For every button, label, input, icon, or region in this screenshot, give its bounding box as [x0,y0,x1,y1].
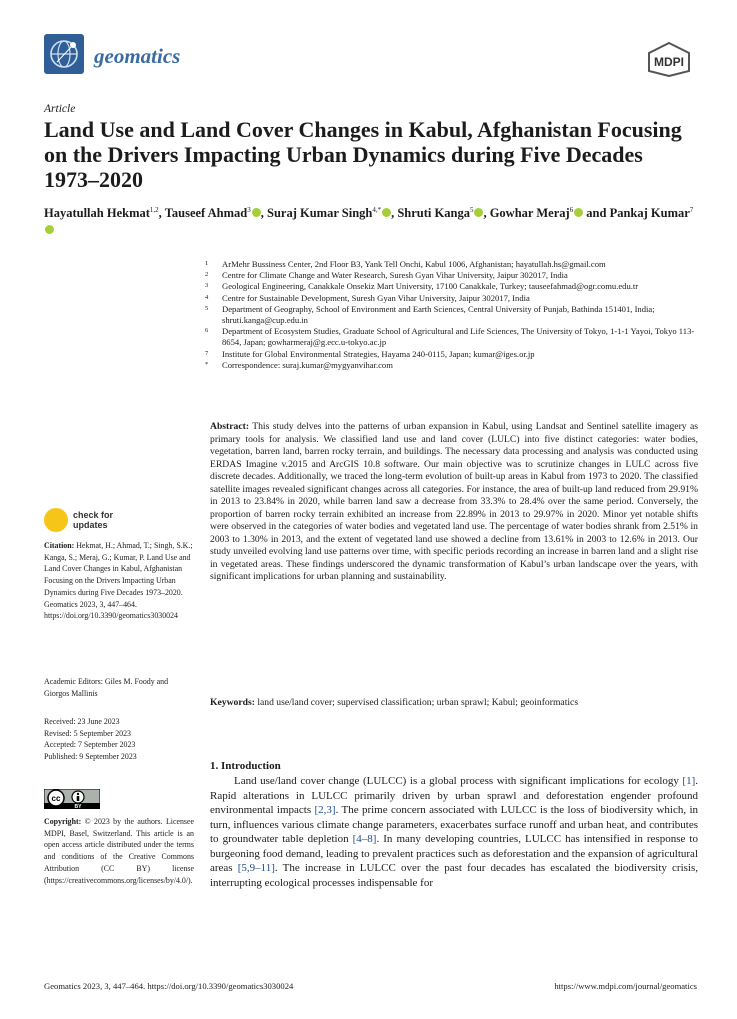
journal-name: geomatics [94,44,181,68]
intro-text: . The prime concern associated with LULCC is the loss of biodiversity which, in turn, influences various climate change parameters, exacerbates surface runoff and urban heat, and contributes to groundwater table depletion [210,804,699,845]
citation-block [44,540,194,622]
copyright-label: Copyright: [44,817,82,826]
author-separator: , [158,206,165,221]
geomatics-globe-logo [44,34,84,74]
abstract-label: Abstract: [210,421,250,432]
author-name[interactable]: Gowhar Meraj [489,206,570,221]
academic-editors: Academic Editors: Giles M. Foody and Giorgos Mallinis [44,677,169,698]
author-affiliation-marker: 4,* [372,206,382,214]
author-separator: , [391,206,398,221]
author-affiliation-marker: 7 [689,206,694,214]
affiliation-marker: 5 [205,304,209,312]
keywords [210,697,698,710]
author-affiliation-marker: 6 [569,206,574,214]
affiliation-text: Geological Engineering, Canakkale Onsekiz Mart University, 17100 Canakkale, Turkey; tauseefahmad@ogr.comu.edu.tr [222,281,639,292]
section-heading-introduction: 1. Introduction [210,760,281,772]
keywords-label: Keywords: [210,697,255,708]
publication-date: Published: 9 September 2023 [44,752,137,762]
reference-link[interactable]: [2,3] [314,804,336,816]
author-affiliation-marker: 5 [469,206,474,214]
reference-link[interactable]: [5,9–11] [237,862,275,874]
affiliation-marker: 7 [205,349,209,357]
copyright-block [44,816,194,886]
author-separator: , [483,206,490,221]
article-type: Article [44,103,76,115]
copyright-text: © 2023 by the authors. Licensee MDPI, Basel, Switzerland. This article is an open access article distributed under the terms and conditions of the Creative Commons Attribution (CC BY) license (https://creativecommons.org/licenses/by/4.0/). [44,817,194,885]
author-affiliation-marker: 3 [247,206,251,214]
affiliation-item [203,270,699,281]
affiliation-text: Department of Geography, School of Environment and Earth Sciences, Central University of Punjab, Bathinda 151401, India; shruti.kanga@cup.edu.in [222,303,655,326]
author-name[interactable]: Shruti Kanga [397,206,470,221]
citation-label: Citation: [44,541,75,550]
orcid-icon[interactable] [574,208,583,217]
mdpi-logo-text: MDPI [654,55,684,69]
abstract-text: This study delves into the patterns of urban expansion in Kabul, using Landsat and Sentinel satellite imagery as primary tools for analysis. We classified land use and land cover (LULC) into five distinct categories: water bodies, vegetation, barren land, barren rocky terrain, and buildings. The necessary data processing and analysis was conducted using ERDAS Imagine v.2015 and ArcGIS 10.8 software. Our main objective was to scrutinize changes in LULC across five discrete decades. Additionally, we traced the long-term evolution of built-up areas in Kabul from 1973 to 2020. The classified satellite images revealed significant changes across all categories. For instance, the area of built-up land reduced from 29.91% in 2013 to 23.84% in 2020, while barren land saw a decrease from 33.3% to 28.4% over the same period. Conversely, the proportion of barren rocky terrain exhibited an increase from 22.89% in 2013 to 29.97% in 2020. Minor yet notable shifts were observed in the categories of water bodies and vegetated land use. The percentage of water bodies shrank from 2.51% in 2003 to 1.30% in 2013, and the extent of vegetated land use showed a decline from 13.61% in 2003 to 12.6% in 2013. Our study unveiled evolving land use patterns over time, with specific periods recording an increase in barren land and a slight rise in vegetated areas. These findings underscored the dynamic transformation of Kabul’s urban landscape over the years, with significant implications for urban planning and sustainability. [210,421,698,582]
affiliation-marker: 4 [205,293,209,301]
affiliation-item [203,326,699,348]
footer-journal-link[interactable]: https://www.mdpi.com/journal/geomatics [554,981,697,991]
mdpi-logo [646,41,692,77]
check-updates-line2: updates [73,520,108,530]
orcid-icon[interactable] [252,208,261,217]
footer-citation: Geomatics 2023, 3, 447–464. https://doi.org/10.3390/geomatics3030024 [44,981,294,991]
article-title: Land Use and Land Cover Changes in Kabul, Afghanistan Focusing on the Drivers Impacting Urban Dynamics during Five Decades 1973–2020 [44,117,682,192]
affiliation-marker: 2 [205,271,209,279]
author-affiliation-marker: 1,2 [149,206,159,214]
cc-by-license-badge[interactable] [44,789,100,809]
publication-date: Revised: 5 September 2023 [44,728,132,738]
by-badge-text: BY [74,804,82,809]
orcid-icon[interactable] [45,225,54,234]
reference-link[interactable]: [1] [682,775,696,787]
publication-date: Received: 23 June 2023 [44,717,120,726]
author-name[interactable]: Hayatullah Hekmat [44,206,150,221]
affiliation-marker: * [205,360,209,368]
keywords-text: land use/land cover; supervised classification; urban sprawl; Kabul; geoinformatics [257,697,579,708]
citation-text: Hekmat, H.; Ahmad, T.; Singh, S.K.; Kanga, S.; Meraj, G.; Kumar, P. Land Use and Land Cover Changes in Kabul, Afghanistan Focusing on the Drivers Impacting Urban Dynamics during Five Decades 1973–2020. Geomatics 2023, 3, 447–464. https://doi.org/10.3390/geomatics3030024 [44,541,193,621]
affiliation-text: Department of Ecosystem Studies, Graduate School of Agricultural and Life Sciences, The University of Tokyo, 1-1-1 Yayoi, Tokyo 113-8654, Japan; gowharmeraj@g.ecc.u-tokyo.ac.jp [222,326,695,348]
intro-text: Land use/land cover change (LULCC) is a global process with significant implications for ecology [234,775,683,787]
affiliation-list [203,259,699,371]
author-name[interactable]: Pankaj Kumar [609,206,690,221]
affiliation-marker: 6 [205,327,209,335]
affiliation-marker: 1 [205,260,209,267]
author-name[interactable]: Suraj Kumar Singh [267,206,373,221]
author-name[interactable]: Tauseef Ahmad [164,206,248,221]
affiliation-text: Institute for Global Environmental Strategies, Hayama 240-0115, Japan; kumar@iges.or.jp [222,348,535,359]
affiliation-item [203,259,699,270]
affiliation-item [203,360,699,371]
check-for-updates-button[interactable] [44,508,154,536]
publication-date: Accepted: 7 September 2023 [44,740,136,750]
publication-dates [44,716,194,763]
affiliation-item [203,349,699,360]
intro-text: . In many developing countries, LULCC has intensified in response to burgeoning food demand, leading to prevalent practices such as deforestation and the expansion of agricultural areas [210,833,698,874]
affiliation-item [203,281,699,292]
intro-text: . Rapid alterations in LULCC primarily driven by urban sprawl and deforestation engender profound environmental impacts [210,775,698,816]
orcid-icon[interactable] [382,208,391,217]
affiliation-item [203,304,699,326]
affiliation-item [203,293,699,304]
affiliation-text: Centre for Sustainable Development, Suresh Gyan Vihar University, Jaipur 302017, India [222,292,530,303]
affiliation-marker: 3 [205,282,209,290]
affiliation-text: Correspondence: suraj.kumar@mygyanvihar.com [222,359,393,370]
check-updates-line1: check for [73,510,114,520]
introduction-paragraph [210,774,698,890]
abstract [210,421,698,584]
author-separator: , [260,206,267,221]
check-updates-icon [44,508,68,532]
author-list [44,202,694,239]
affiliation-text: Centre for Climate Change and Water Research, Suresh Gyan Vihar University, Jaipur 302017, India [222,270,568,281]
affiliation-text: ArMehr Bussiness Center, 2nd Floor B3, Yank Tell Onchi, Kabul 1006, Afghanistan; hayatullah.hs@gmail.com [222,259,606,269]
cc-badge-text: cc [51,794,61,803]
reference-link[interactable]: [4–8] [352,833,377,845]
author-separator: and [583,206,610,221]
intro-text: . The increase in LULCC over the past four decades has escalated the biodiversity crisis, interrupting ecological processes indispensable for [210,862,699,889]
